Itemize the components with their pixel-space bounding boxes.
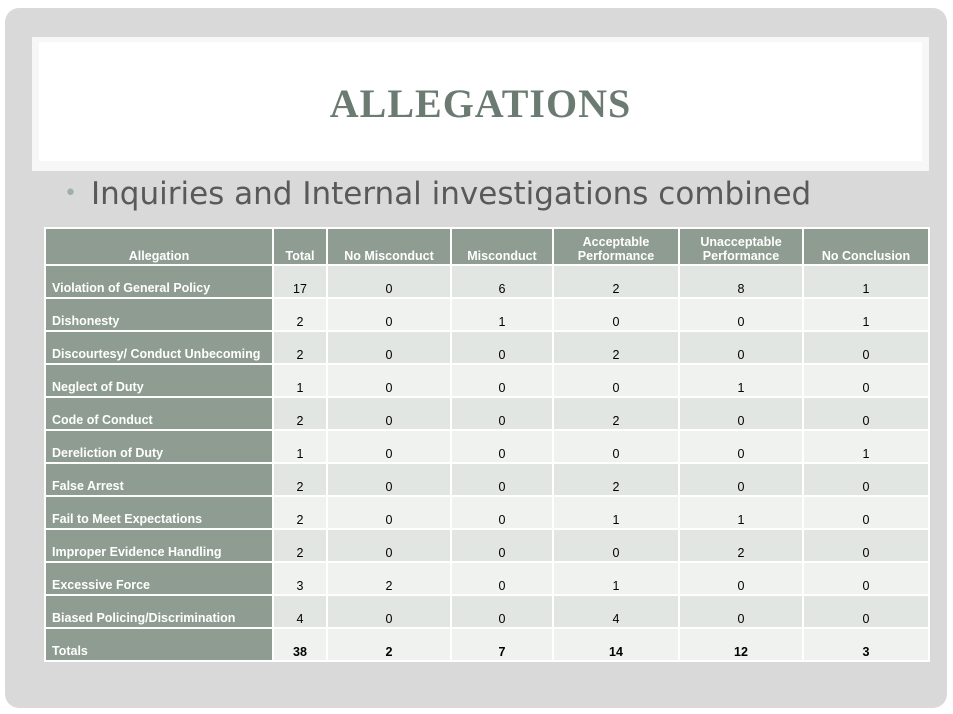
cell-no-conclusion: 3 xyxy=(803,628,929,661)
cell-no-conclusion: 0 xyxy=(803,463,929,496)
allegation-label: Discourtesy/ Conduct Unbecoming xyxy=(45,331,273,364)
cell-total: 1 xyxy=(273,430,327,463)
cell-no-misconduct: 2 xyxy=(327,562,451,595)
cell-acceptable-performance: 1 xyxy=(553,496,679,529)
cell-acceptable-performance: 0 xyxy=(553,364,679,397)
table-row xyxy=(45,430,929,463)
cell-acceptable-performance: 14 xyxy=(553,628,679,661)
cell-total: 4 xyxy=(273,595,327,628)
cell-misconduct: 0 xyxy=(451,397,553,430)
bullet-point xyxy=(64,176,811,212)
allegation-label: Dishonesty xyxy=(45,298,273,331)
cell-total: 38 xyxy=(273,628,327,661)
cell-no-misconduct: 0 xyxy=(327,265,451,298)
allegations-table xyxy=(44,227,930,662)
cell-misconduct: 0 xyxy=(451,529,553,562)
cell-total: 2 xyxy=(273,331,327,364)
cell-total: 2 xyxy=(273,298,327,331)
cell-misconduct: 0 xyxy=(451,595,553,628)
cell-total: 2 xyxy=(273,496,327,529)
header-misconduct: Misconduct xyxy=(451,228,553,265)
cell-unacceptable-performance: 0 xyxy=(679,298,803,331)
cell-acceptable-performance: 1 xyxy=(553,562,679,595)
cell-unacceptable-performance: 8 xyxy=(679,265,803,298)
cell-no-misconduct: 0 xyxy=(327,364,451,397)
header-allegation: Allegation xyxy=(45,228,273,265)
allegation-label: Dereliction of Duty xyxy=(45,430,273,463)
cell-acceptable-performance: 0 xyxy=(553,529,679,562)
cell-no-conclusion: 0 xyxy=(803,397,929,430)
cell-no-misconduct: 0 xyxy=(327,595,451,628)
cell-no-conclusion: 1 xyxy=(803,265,929,298)
cell-total: 2 xyxy=(273,397,327,430)
header-no-misconduct: No Misconduct xyxy=(327,228,451,265)
cell-total: 2 xyxy=(273,529,327,562)
cell-misconduct: 0 xyxy=(451,364,553,397)
cell-acceptable-performance: 2 xyxy=(553,463,679,496)
table-row xyxy=(45,496,929,529)
allegation-label: False Arrest xyxy=(45,463,273,496)
allegation-label: Biased Policing/Discrimination xyxy=(45,595,273,628)
cell-acceptable-performance: 0 xyxy=(553,430,679,463)
cell-misconduct: 7 xyxy=(451,628,553,661)
totals-label: Totals xyxy=(45,628,273,661)
cell-no-misconduct: 0 xyxy=(327,298,451,331)
cell-unacceptable-performance: 1 xyxy=(679,364,803,397)
cell-acceptable-performance: 0 xyxy=(553,298,679,331)
cell-no-conclusion: 0 xyxy=(803,496,929,529)
cell-unacceptable-performance: 0 xyxy=(679,595,803,628)
cell-misconduct: 0 xyxy=(451,430,553,463)
cell-misconduct: 0 xyxy=(451,562,553,595)
table-row xyxy=(45,562,929,595)
cell-no-misconduct: 2 xyxy=(327,628,451,661)
cell-no-conclusion: 1 xyxy=(803,298,929,331)
cell-unacceptable-performance: 0 xyxy=(679,331,803,364)
cell-misconduct: 0 xyxy=(451,463,553,496)
cell-no-misconduct: 0 xyxy=(327,529,451,562)
table-row xyxy=(45,265,929,298)
totals-row xyxy=(45,628,929,661)
cell-misconduct: 1 xyxy=(451,298,553,331)
cell-misconduct: 0 xyxy=(451,331,553,364)
cell-unacceptable-performance: 0 xyxy=(679,397,803,430)
cell-unacceptable-performance: 0 xyxy=(679,562,803,595)
cell-no-conclusion: 0 xyxy=(803,331,929,364)
cell-unacceptable-performance: 0 xyxy=(679,430,803,463)
cell-no-conclusion: 1 xyxy=(803,430,929,463)
table-row xyxy=(45,298,929,331)
allegation-label: Neglect of Duty xyxy=(45,364,273,397)
allegation-label: Excessive Force xyxy=(45,562,273,595)
allegation-label: Code of Conduct xyxy=(45,397,273,430)
cell-no-misconduct: 0 xyxy=(327,397,451,430)
cell-no-conclusion: 0 xyxy=(803,562,929,595)
table-row xyxy=(45,397,929,430)
allegation-label: Violation of General Policy xyxy=(45,265,273,298)
cell-unacceptable-performance: 1 xyxy=(679,496,803,529)
cell-no-conclusion: 0 xyxy=(803,595,929,628)
cell-no-misconduct: 0 xyxy=(327,496,451,529)
table-row xyxy=(45,595,929,628)
cell-unacceptable-performance: 2 xyxy=(679,529,803,562)
allegation-label: Fail to Meet Expectations xyxy=(45,496,273,529)
bullet-text: Inquiries and Internal investigations combined xyxy=(90,176,812,212)
cell-no-misconduct: 0 xyxy=(327,463,451,496)
cell-misconduct: 6 xyxy=(451,265,553,298)
cell-no-conclusion: 0 xyxy=(803,529,929,562)
slide-title: ALLEGATIONS xyxy=(329,81,632,126)
table-row xyxy=(45,463,929,496)
cell-acceptable-performance: 2 xyxy=(553,265,679,298)
cell-unacceptable-performance: 12 xyxy=(679,628,803,661)
table-row xyxy=(45,331,929,364)
header-acceptable-performance: Acceptable Performance xyxy=(553,228,679,265)
title-inner xyxy=(39,42,922,161)
cell-no-conclusion: 0 xyxy=(803,364,929,397)
cell-acceptable-performance: 4 xyxy=(553,595,679,628)
cell-acceptable-performance: 2 xyxy=(553,397,679,430)
cell-total: 2 xyxy=(273,463,327,496)
cell-total: 1 xyxy=(273,364,327,397)
title-box xyxy=(32,37,929,171)
table-row xyxy=(45,364,929,397)
header-unacceptable-performance: Unacceptable Performance xyxy=(679,228,803,265)
table-header-row xyxy=(45,228,929,265)
header-no-conclusion: No Conclusion xyxy=(803,228,929,265)
cell-no-misconduct: 0 xyxy=(327,331,451,364)
bullet-icon: • xyxy=(64,181,77,206)
cell-total: 3 xyxy=(273,562,327,595)
allegation-label: Improper Evidence Handling xyxy=(45,529,273,562)
cell-misconduct: 0 xyxy=(451,496,553,529)
cell-total: 17 xyxy=(273,265,327,298)
cell-unacceptable-performance: 0 xyxy=(679,463,803,496)
cell-no-misconduct: 0 xyxy=(327,430,451,463)
cell-acceptable-performance: 2 xyxy=(553,331,679,364)
table-row xyxy=(45,529,929,562)
header-total: Total xyxy=(273,228,327,265)
